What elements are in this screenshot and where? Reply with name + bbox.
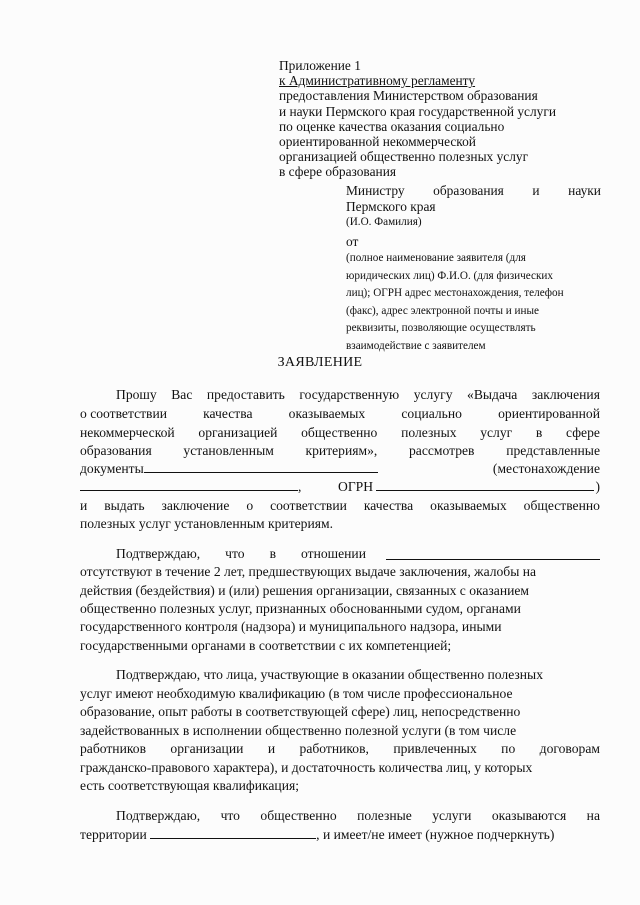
- organization-blank-line[interactable]: [386, 547, 600, 560]
- word: оказываемых: [430, 498, 507, 513]
- word: некоммерческой: [80, 425, 175, 440]
- word: привлеченных: [393, 741, 477, 756]
- word: договорам: [539, 741, 600, 756]
- appendix-line: ориентированной некоммерческой: [279, 134, 476, 150]
- word: заключения: [531, 387, 600, 402]
- word: о: [246, 498, 254, 513]
- appendix-line: по оценке качества оказания социально: [279, 118, 505, 134]
- p1-line-2: [80, 405, 600, 423]
- applicant-hint-line: лиц); ОГРН адрес местонахождения, телефон: [346, 287, 564, 300]
- appendix-line: в сфере образования: [279, 164, 397, 180]
- p1-line-3: [80, 424, 600, 442]
- territory-blank-line[interactable]: [150, 826, 316, 839]
- p3-line-5: [80, 740, 600, 758]
- p2-line-1: [116, 545, 600, 563]
- p3-line-7: есть соответствующая квалификация;: [80, 778, 299, 793]
- p2-line-5: государственного контроля (надзора) и муниципального надзора, иными: [80, 619, 502, 634]
- word: территории: [80, 827, 147, 842]
- word: рассмотрев: [409, 443, 475, 458]
- p1-line-1: [116, 386, 600, 404]
- word: и: [532, 183, 540, 198]
- word: документы: [80, 461, 144, 476]
- word: социально: [401, 406, 462, 421]
- word: «Выдача: [467, 387, 518, 402]
- word: Прошу: [116, 387, 157, 402]
- document-title: ЗАЯВЛЕНИЕ: [277, 355, 363, 370]
- word: предоставить: [206, 387, 285, 402]
- addressee-minister-line: [346, 183, 601, 199]
- word: Подтверждаю,: [116, 808, 201, 823]
- word: заключение: [161, 498, 230, 513]
- ogrn-blank-line[interactable]: [376, 478, 594, 491]
- p3-line-2: услуг имеют необходимую квалификацию (в том числе профессиональное: [80, 686, 513, 701]
- ogrn-label: ОГРН: [338, 479, 374, 494]
- word: и: [267, 741, 276, 756]
- word: что: [220, 808, 240, 823]
- addressee-block: [346, 183, 601, 356]
- appendix-line: и науки Пермского края государственной услуги: [279, 103, 557, 119]
- addressee-from: от: [346, 233, 359, 249]
- word: сфере: [566, 425, 600, 440]
- word: общественно: [260, 808, 337, 823]
- p1-line-5: [80, 460, 600, 478]
- p2-line-6: государственными органами в соответствии с их компетенцией;: [80, 638, 452, 653]
- word: услуги: [432, 808, 472, 823]
- word: , и имеет/не имеет (нужное подчеркнуть): [316, 827, 555, 842]
- word: организации: [170, 741, 244, 756]
- p1-line-8: полезных услуг установленным критериям.: [80, 516, 333, 531]
- word: (местонахождение: [492, 461, 600, 476]
- word: представленные: [506, 443, 600, 458]
- appendix-line: предоставления Министерством образования: [279, 88, 538, 104]
- addressee-region: Пермского края: [346, 198, 436, 214]
- word: выдать: [104, 498, 145, 513]
- location-blank-line[interactable]: [80, 478, 298, 491]
- word: установленным: [183, 443, 274, 458]
- appendix-line: к Административному регламенту: [279, 73, 476, 89]
- word: услуг: [480, 425, 513, 440]
- p1-line-4: [80, 442, 600, 460]
- word: общественно: [301, 425, 378, 440]
- word: науки: [568, 183, 601, 198]
- applicant-hint-line: (факс), адрес электронной почты и иные: [346, 304, 540, 317]
- appendix-line: Приложение 1: [279, 58, 361, 73]
- applicant-hint-line: взаимодействие с заявителем: [346, 340, 486, 353]
- word: в: [535, 425, 543, 440]
- word: по: [501, 741, 516, 756]
- applicant-hint-line: (полное наименование заявителя (для: [346, 252, 526, 265]
- appendix-line: организацией общественно полезных услуг: [279, 149, 529, 165]
- word: оказываются: [491, 808, 567, 823]
- p2-line-1-words: [116, 545, 366, 563]
- p1-line-7: [80, 497, 600, 515]
- p3-line-4: задействованных в исполнении общественно полезной услуги (в том числе: [80, 723, 517, 738]
- documents-blank-line[interactable]: [144, 460, 378, 473]
- word: полезные: [357, 808, 412, 823]
- word: полезных: [401, 425, 457, 440]
- p3-line-6: гражданско-правового характера), и достаточность количества лиц, у которых: [80, 760, 533, 775]
- word: работников,: [299, 741, 369, 756]
- addressee-name-hint: (И.О. Фамилия): [346, 216, 422, 228]
- word: в: [269, 546, 277, 561]
- p3-line-1: Подтверждаю, что лица, участвующие в оказании общественно полезных: [116, 667, 543, 682]
- word: государственную: [299, 387, 400, 402]
- applicant-hint: [346, 250, 601, 356]
- word: оказываемых: [288, 406, 366, 421]
- p4-line-1: [116, 807, 600, 825]
- word: качества: [363, 498, 414, 513]
- word: Вас: [171, 387, 193, 402]
- word: о соответствии: [80, 406, 168, 421]
- applicant-hint-line: реквизиты, позволяющие осуществлять: [346, 322, 536, 335]
- applicant-hint-line: юридических лиц) Ф.И.О. (для физических: [346, 269, 553, 282]
- word: соответствии: [270, 498, 347, 513]
- word: работников: [80, 741, 146, 756]
- word: образования: [433, 183, 504, 198]
- word: ): [595, 479, 600, 494]
- word: на: [586, 808, 600, 823]
- word: критериям»,: [305, 443, 378, 458]
- word: Министру: [346, 183, 405, 198]
- word: общественно: [523, 498, 600, 513]
- word: ,: [298, 479, 302, 494]
- word: ориентированной: [498, 406, 600, 421]
- word: организацией: [198, 425, 278, 440]
- word: качества: [203, 406, 253, 421]
- word: и: [80, 498, 88, 513]
- word: услугу: [413, 387, 453, 402]
- p2-line-3: действия (бездействия) и (или) решения организации, связанных с оказанием: [80, 583, 530, 598]
- word: что: [225, 546, 245, 561]
- p2-line-2: отсутствуют в течение 2 лет, предшествующих выдаче заключения, жалобы на: [80, 564, 537, 579]
- p1-line-6: [80, 478, 600, 496]
- word: образования: [80, 443, 152, 458]
- word: отношении: [301, 546, 366, 561]
- word: Подтверждаю,: [116, 546, 201, 561]
- appendix-header: [279, 58, 609, 180]
- p4-line-2: [80, 826, 600, 844]
- p3-line-3: образование, опыт работы в соответствующей сфере) лиц, непосредственно: [80, 704, 521, 719]
- p2-line-4: общественно полезных услуг, признанных обоснованными судом, органами: [80, 601, 521, 616]
